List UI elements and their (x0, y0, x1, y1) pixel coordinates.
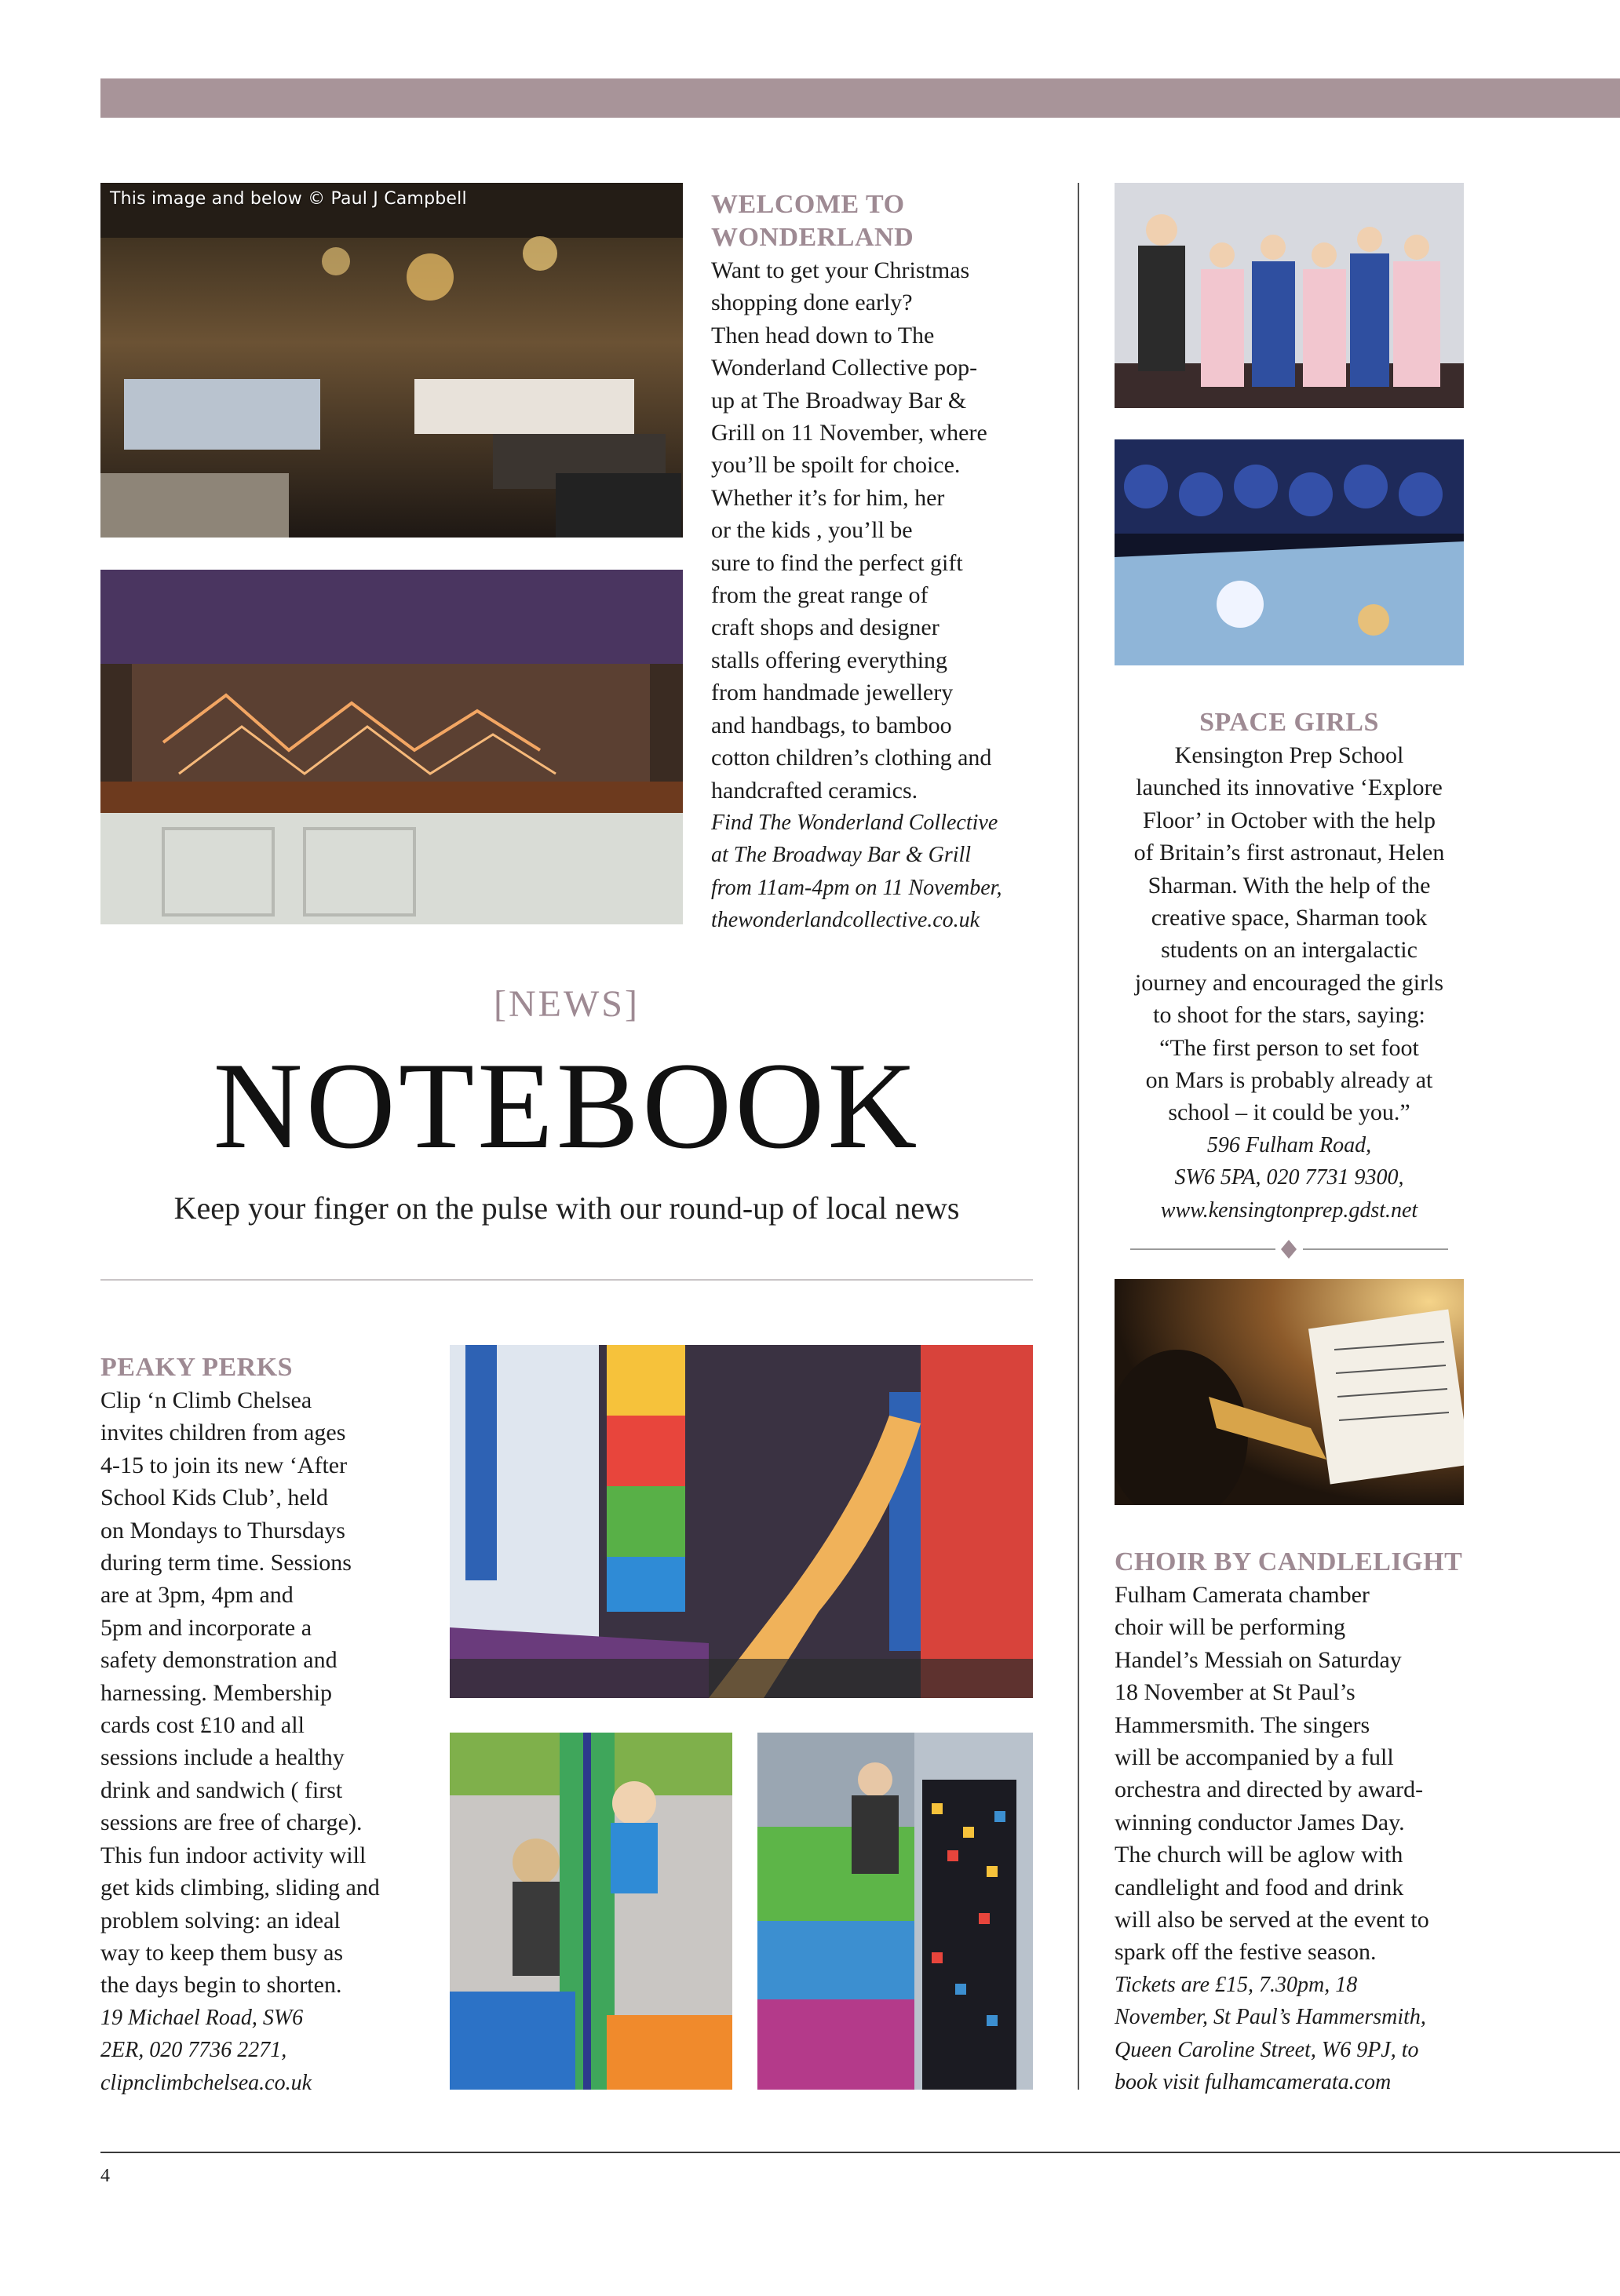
choir-body: Fulham Camerata chamber choir will be performing Handel’s Messiah on Saturday 18 November at St Paul’s Hammersmith. The singers will be accompanied by a full orchestra and directed by award- winning conductor James Day. The church will be aglow with candlelight and food and drink will also be served at the event to spark off the festive season. (1115, 1582, 1429, 1966)
peaky-perks-body: Clip ‘n Climb Chelsea invites children from ages 4-15 to join its new ‘After School Kids Club’, held on Mondays to Thursdays during term time. Sessions are at 3pm, 4pm and 5pm and incorporate a safety demonstration and harnessing. Membership cards cost £10 and all sessions include a healthy drink and sandwich ( first sessions are free of charge). This fun indoor activity will get kids climbing, sliding and problem solving: an ideal way to keep them busy as the days begin to shorten. (100, 1387, 380, 1999)
photo-bar-lights (100, 570, 683, 924)
photo-kids-climbing (450, 1733, 732, 2090)
top-accent-bar (100, 78, 1620, 118)
article-choir (1115, 1546, 1476, 2099)
ornamental-divider (1130, 1240, 1448, 1259)
photo-market-hall (100, 183, 683, 538)
page-number: 4 (100, 2166, 110, 2186)
space-girls-body: Kensington Prep School launched its innovative ‘Explore Floor’ in October with the help of Britain’s first astronaut, Helen Sharman. With the help of the creative space, Sharman took students on an intergalactic journey and encouraged the girls to shoot for the stars, saying: “The first person to set foot on Mars is probably already at school – it could be you.” (1133, 742, 1445, 1126)
photo-credit: This image and below © Paul J Campbell (110, 189, 467, 209)
photo-climbing-slide (450, 1345, 1033, 1698)
article-peaky-perks (100, 1351, 446, 2099)
wonderland-heading: WELCOME TO WONDERLAND (711, 190, 914, 252)
peaky-perks-info: 19 Michael Road, SW6 2ER, 020 7736 2271, clipnclimbchelsea.co.uk (100, 2005, 312, 2095)
photo-explore-floor (1115, 439, 1464, 665)
choir-info: Tickets are £15, 7.30pm, 18 November, St Paul’s Hammersmith, Queen Caroline Street, W6 9PJ, to book visit fulhamcamerata.com (1115, 1972, 1426, 2095)
page-title: NOTEBOOK (213, 1037, 921, 1175)
section-divider-line (100, 1279, 1033, 1281)
photo-astronaut-students (1115, 183, 1464, 408)
column-divider (1078, 183, 1079, 2090)
peaky-perks-heading: PEAKY PERKS (100, 1353, 294, 1382)
wonderland-body: Want to get your Christmas shopping done early? Then head down to The Wonderland Collective pop- up at The Broadway Bar & Grill on 11 November, where you’ll be spoilt for choice. Whether it’s for him, her or the kids , you’ll be sure to find the perfect gift from the great range of craft shops and designer stalls offering everything from handmade jewellery and handbags, to bamboo cotton children’s clothing and handcrafted ceramics. (711, 257, 992, 804)
article-wonderland (711, 188, 1041, 937)
footer-rule (100, 2152, 1620, 2153)
article-space-girls (1107, 706, 1472, 1226)
page-subtitle: Keep your finger on the pulse with our round-up of local news (173, 1190, 960, 1226)
photo-trumpet-player (1115, 1279, 1464, 1505)
photo-girl-climbing (757, 1733, 1033, 2090)
choir-heading: CHOIR BY CANDLELIGHT (1115, 1547, 1463, 1576)
wonderland-info: Find The Wonderland Collective at The Broadway Bar & Grill from 11am-4pm on 11 November, thewonderlandcollective.co.uk (711, 810, 1002, 933)
section-kicker: [NEWS] (494, 983, 640, 1025)
space-girls-info: 596 Fulham Road, SW6 5PA, 020 7731 9300, www.kensingtonprep.gdst.net (1160, 1132, 1418, 1223)
space-girls-heading: SPACE GIRLS (1199, 708, 1379, 737)
